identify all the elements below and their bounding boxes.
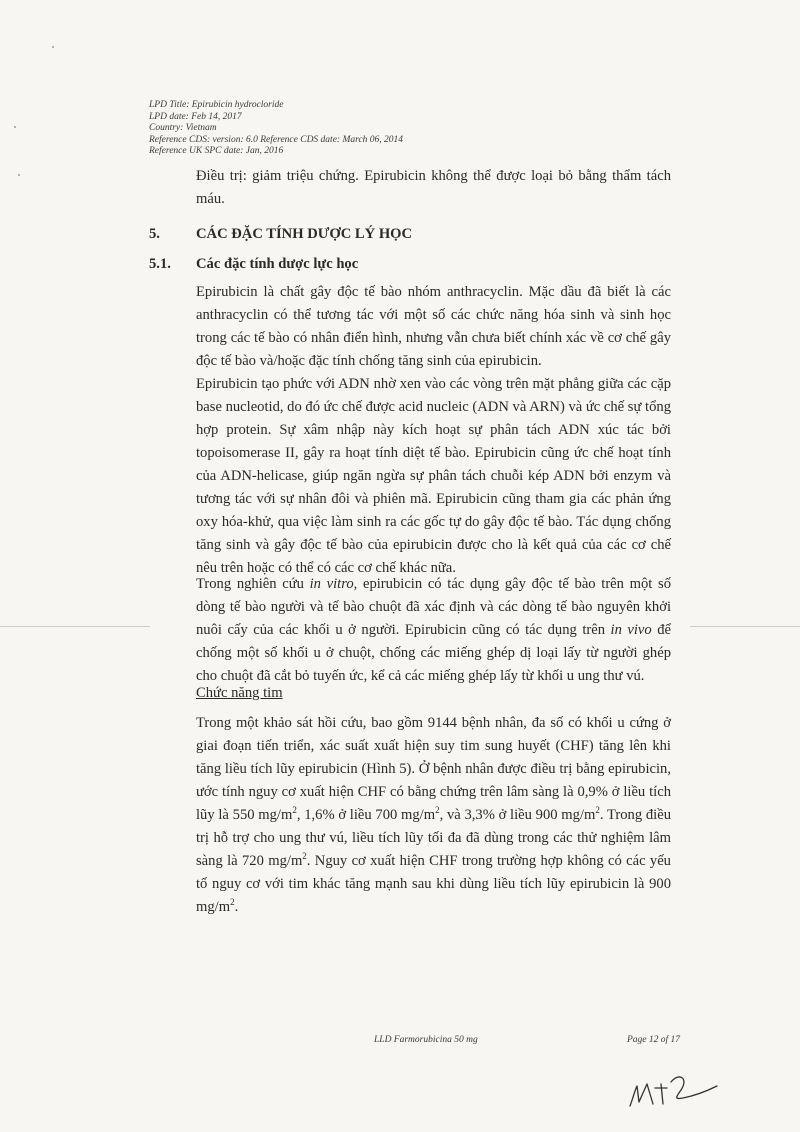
scan-fold-line: [690, 626, 800, 627]
section-5-title: CÁC ĐẶC TÍNH DƯỢC LÝ HỌC: [196, 226, 413, 242]
superscript: 2: [302, 851, 307, 862]
paragraph-in-vitro: [196, 573, 671, 688]
footer-page-number: Page 12 of 17: [627, 1035, 681, 1045]
section-5-1-number: 5.1.: [149, 256, 171, 272]
subheading-cardiac-function: Chức năng tim: [196, 685, 283, 701]
document-header: [149, 100, 403, 158]
scan-fold-line: [0, 626, 150, 627]
section-5-1-title: Các đặc tính dược lực học: [196, 256, 359, 272]
text-run: , 1,6% ở liều 700 mg/m: [296, 807, 436, 823]
scan-speck: [18, 174, 20, 176]
italic-term: in vivo: [610, 622, 652, 638]
header-lpd-date: LPD date: Feb 14, 2017: [149, 111, 242, 122]
paragraph-anthracyclin: Epirubicin là chất gây độc tế bào nhóm anthracyclin. Mặc dầu đã biết là các anthracyclin có thể tương tác với một số các chức năng hóa sinh và sinh học trong các tế bào có nhân điển hình, nhưng vẫn chưa biết chính xác về cơ chế gây độc tế bào và/hoặc đặc tính chống tăng sinh của epirubicin.: [196, 284, 671, 369]
superscript: 2: [292, 805, 297, 816]
text-run: . Trong điều trị hỗ trợ cho ung thư vú, liều tích lũy tối đa đã dùng trong các thử nghiệm lâm sàng là 720 mg/m: [196, 807, 671, 869]
header-country: Country: Vietnam: [149, 123, 217, 133]
text-run: . Nguy cơ xuất hiện CHF trong trường hợp không có các yếu tố nguy cơ với tim khác tăng mạnh sau khi dùng liều tích lũy epirubicin là 900 mg/m: [196, 853, 671, 915]
text-run: , và 3,3% ở liều 900 mg/m: [439, 807, 596, 823]
scan-speck: [14, 126, 16, 128]
text-run: .: [234, 899, 239, 915]
superscript: 2: [230, 897, 235, 908]
text-run: Trong một khảo sát hồi cứu, bao gồm 9144 bệnh nhân, đa số có khối u cứng ở giai đoạn tiến triển, xác suất xuất hiện suy tim sung huyết (CHF) tăng lên khi tăng liều tích lũy epirubicin (Hình 5). Ở bệnh nhân được điều trị bằng epirubicin, ước tính nguy cơ xuất hiện CHF có bằng chứng trên lâm sàng là 0,9% ở liều tích lũy là 550 mg/m: [196, 715, 671, 823]
text-run: Trong nghiên cứu: [196, 576, 310, 592]
footer-product-name: LLD Farmorubicina 50 mg: [374, 1035, 478, 1045]
italic-term: in vitro: [309, 576, 354, 592]
scan-speck: [52, 46, 54, 48]
header-reference-cds: Reference CDS: version: 6.0 Reference CDS date: March 06, 2014: [149, 134, 404, 145]
text-run: , epirubicin có tác dụng gây độc tế bào trên một số dòng tế bào người và tế bào chuột đã xác định và các dòng tế bào nguyên khởi nuôi cấy của các khối u ở người. Epirubicin cũng có tác dụng trên: [196, 576, 671, 638]
handwritten-signature: [625, 1068, 720, 1113]
text-run: để chống một số khối u ở chuột, chống các miếng ghép dị loại lấy từ người ghép cho chuột đã cắt bỏ tuyến ức, kể cả các miếng ghép lấy từ khối u ung thư vú.: [196, 622, 671, 684]
superscript: 2: [595, 805, 600, 816]
paragraph-mechanism: Epirubicin tạo phức với ADN nhờ xen vào các vòng trên mặt phẳng giữa các cặp base nucleotid, do đó ức chế được acid nucleic (ADN và ARN) và ức chế sự tổng hợp protein. Sự xâm nhập này kích hoạt sự phân tách ADN xúc tác bởi topoisomerase II, gây ra hoạt tính diệt tế bào. Epirubicin cũng ức chế hoạt tính của ADN-helicase, giúp ngăn ngừa sự phân tách chuỗi kép ADN bởi enzym và tương tác với sự nhân đôi và phiên mã. Epirubicin cũng tham gia các phản ứng oxy hóa-khử, qua việc làm sinh ra các gốc tự do gây độc tế bào. Tác dụng chống tăng sinh và gây độc tế bào của epirubicin được cho là kết quả của các cơ chế nêu trên hoặc có thể có các cơ chế khác nữa.: [196, 376, 671, 576]
paragraph-cardiac: [196, 712, 671, 919]
section-5-number: 5.: [149, 226, 160, 242]
header-lpd-title: LPD Title: Epirubicin hydrocloride: [149, 100, 284, 110]
carryover-paragraph: Điều trị: giảm triệu chứng. Epirubicin không thể được loại bỏ bằng thẩm tách máu.: [196, 168, 671, 207]
superscript: 2: [435, 805, 440, 816]
header-reference-spc: Reference UK SPC date: Jan, 2016: [149, 146, 284, 156]
